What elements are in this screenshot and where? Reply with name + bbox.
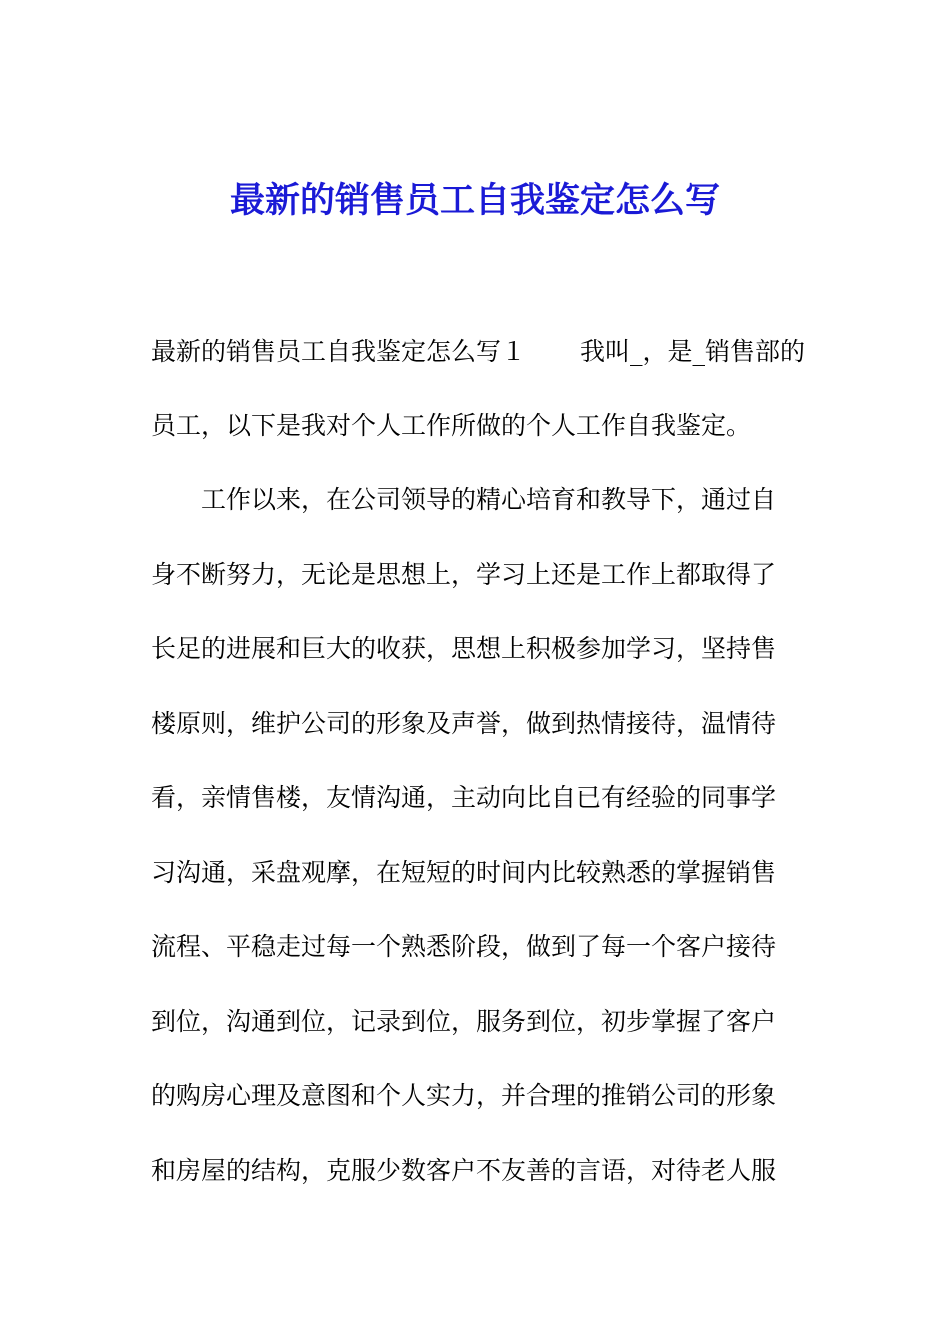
body-line-7: 看，亲情售楼，友情沟通，主动向比自已有经验的同事学	[151, 783, 777, 812]
document-title: 最新的销售员工自我鉴定怎么写	[229, 180, 720, 221]
body-line-6: 楼原则，维护公司的形象及声誉，做到热情接待，温情待	[151, 709, 777, 738]
body-line-8: 习沟通，采盘观摩，在短短的时间内比较熟悉的掌握销售	[151, 858, 777, 887]
body-line-5: 长足的进展和巨大的收获，思想上积极参加学习，坚持售	[151, 634, 777, 663]
body-line-2: 员工，以下是我对个人工作所做的个人工作自我鉴定。	[151, 411, 752, 440]
body-line-1-heading: 最新的销售员工自我鉴定怎么写１	[151, 337, 527, 366]
body-line-12: 和房屋的结构，克服少数客户不友善的言语，对待老人服	[151, 1156, 777, 1185]
body-line-1	[151, 332, 811, 372]
body-line-1-text: 我叫_，是_销售部的	[580, 337, 806, 366]
body-line-11: 的购房心理及意图和个人实力，并合理的推销公司的形象	[151, 1081, 777, 1110]
body-line-10: 到位，沟通到位，记录到位，服务到位，初步掌握了客户	[151, 1007, 777, 1036]
body-line-9: 流程、平稳走过每一个熟悉阶段，做到了每一个客户接待	[151, 932, 777, 961]
body-line-4: 身不断努力，无论是思想上，学习上还是工作上都取得了	[151, 560, 777, 589]
body-line-3: 工作以来，在公司领导的精心培育和教导下，通过自	[151, 485, 777, 514]
